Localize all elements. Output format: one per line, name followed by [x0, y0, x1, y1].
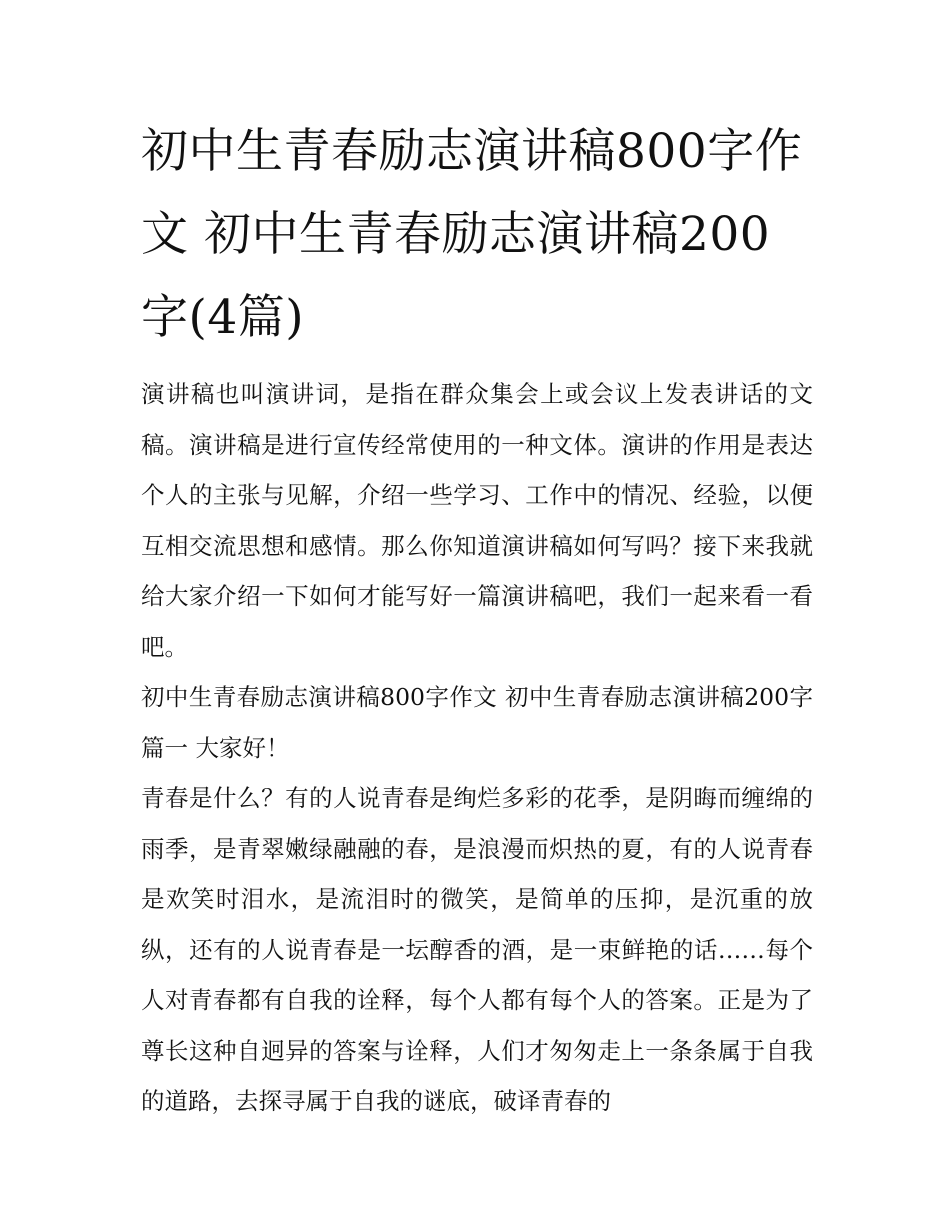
- title-block: [141, 110, 813, 359]
- section-heading-paragraph: 初中生青春励志演讲稿800字作文 初中生青春励志演讲稿200字篇一 大家好！: [141, 683, 813, 762]
- document-page: [141, 110, 813, 1127]
- body-paragraph: 青春是什么？有的人说青春是绚烂多彩的花季，是阴晦而缠绵的雨季，是青翠嫩绿融融的春，是浪漫而炽热的夏，有的人说青春是欢笑时泪水，是流泪时的微笑，是简单的压抑，是沉重的放纵，还有的人说青春是一坛醇香的酒，是一束鲜艳的话……每个人对青春都有自我的诠释，每个人都有每个人的答案。正是为了尊长这种自迥异的答案与诠释，人们才匆匆走上一条条属于自我的道路，去探寻属于自我的谜底，破译青春的: [141, 784, 813, 1115]
- document-title: 初中生青春励志演讲稿800字作文 初中生青春励志演讲稿200字(4篇): [141, 124, 803, 345]
- intro-paragraph: 演讲稿也叫演讲词，是指在群众集会上或会议上发表讲话的文稿。演讲稿是进行宣传经常使用的一种文体。演讲的作用是表达个人的主张与见解，介绍一些学习、工作中的情况、经验，以便互相交流思想和感情。那么你知道演讲稿如何写吗？接下来我就给大家介绍一下如何才能写好一篇演讲稿吧，我们一起来看一看吧。: [141, 380, 813, 661]
